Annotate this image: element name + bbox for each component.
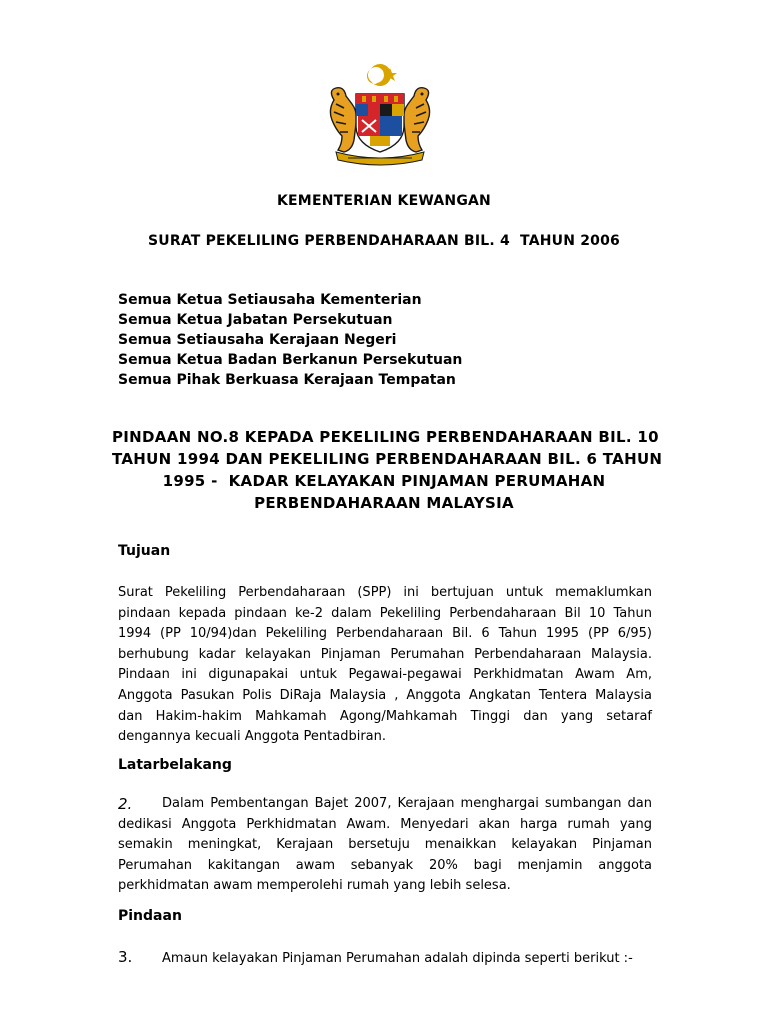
paragraph-line: perkhidmatan awam memperolehi rumah yang lebih selesa.: [118, 878, 511, 894]
subject-line: TAHUN 1994 DAN PEKELILING PERBENDAHARAAN BIL. 6 TAHUN: [112, 450, 663, 468]
paragraph-line: dan Hakim-hakim Mahkamah Agong/Mahkamah Tinggi dan yang setaraf: [118, 708, 652, 724]
recipient-line: Semua Ketua Jabatan Persekutuan: [118, 312, 393, 328]
subject-line: PERBENDAHARAAN MALAYSIA: [254, 494, 514, 512]
subject-line: 1995 - KADAR KELAYAKAN PINJAMAN PERUMAHAN: [162, 472, 606, 490]
paragraph-tujuan: [118, 583, 652, 748]
coat-of-arms-emblem: [318, 60, 442, 168]
recipient-list: [118, 290, 462, 390]
recipient-line: Semua Ketua Setiausaha Kementerian: [118, 292, 422, 308]
paragraph-line: Dalam Pembentangan Bajet 2007, Kerajaan menghargai sumbangan dan: [162, 796, 652, 811]
section-heading-tujuan: Tujuan: [118, 543, 171, 559]
paragraph-line: Surat Pekeliling Perbendaharaan (SPP) ini bertujuan untuk memaklumkan: [118, 585, 652, 600]
paragraph-line: dengannya kecuali Anggota Pentadbiran.: [118, 729, 387, 745]
paragraph-line: berhubung kadar kelayakan Pinjaman Perumahan Perbendaharaan Malaysia.: [118, 646, 652, 662]
paragraph-line: 1994 (PP 10/94)dan Pekeliling Perbendaharaan Bil. 6 Tahun 1995 (PP 6/95): [118, 626, 652, 642]
section-heading-pindaan: Pindaan: [118, 908, 182, 924]
paragraph-line: Anggota Pasukan Polis DiRaja Malaysia , Anggota Angkatan Tentera Malaysia: [118, 687, 652, 703]
paragraph-line: pindaan kepada pindaan ke-2 dalam Pekeliling Perbendaharaan Bil 10 Tahun: [118, 605, 652, 621]
recipient-line: Semua Pihak Berkuasa Kerajaan Tempatan: [118, 372, 456, 388]
recipient-line: Semua Setiausaha Kerajaan Negeri: [118, 332, 397, 348]
paragraph-line: semakin meningkat, Kerajaan bersetuju menaikkan kelayakan Pinjaman: [118, 837, 652, 853]
recipient-line: Semua Ketua Badan Berkanun Persekutuan: [118, 352, 463, 368]
section-heading-latarbelakang: Latarbelakang: [118, 757, 232, 773]
paragraph-number: 2.: [118, 795, 133, 813]
subject-title: [112, 426, 663, 514]
paragraph-line: Pindaan ini digunapakai untuk Pegawai-pegawai Perkhidmatan Awam Am,: [118, 667, 652, 683]
paragraph-line: dedikasi Anggota Perkhidmatan Awam. Menyedari akan harga rumah yang: [118, 816, 652, 832]
paragraph-number: 3.: [118, 948, 133, 966]
paragraph-line: Amaun kelayakan Pinjaman Perumahan adalah dipinda seperti berikut :-: [162, 951, 633, 966]
circular-title: SURAT PEKELILING PERBENDAHARAAN BIL. 4 TAHUN 2006: [147, 233, 620, 249]
paragraph-first-line: [118, 794, 652, 815]
paragraph-pindaan: [118, 948, 633, 966]
ministry-name: KEMENTERIAN KEWANGAN: [277, 193, 491, 209]
paragraph-line: Perumahan kakitangan awam sebanyak 20% bagi menjamin anggota: [118, 857, 652, 873]
paragraph-latarbelakang: [118, 794, 652, 897]
subject-line: PINDAAN NO.8 KEPADA PEKELILING PERBENDAHARAAN BIL. 10: [112, 428, 659, 446]
